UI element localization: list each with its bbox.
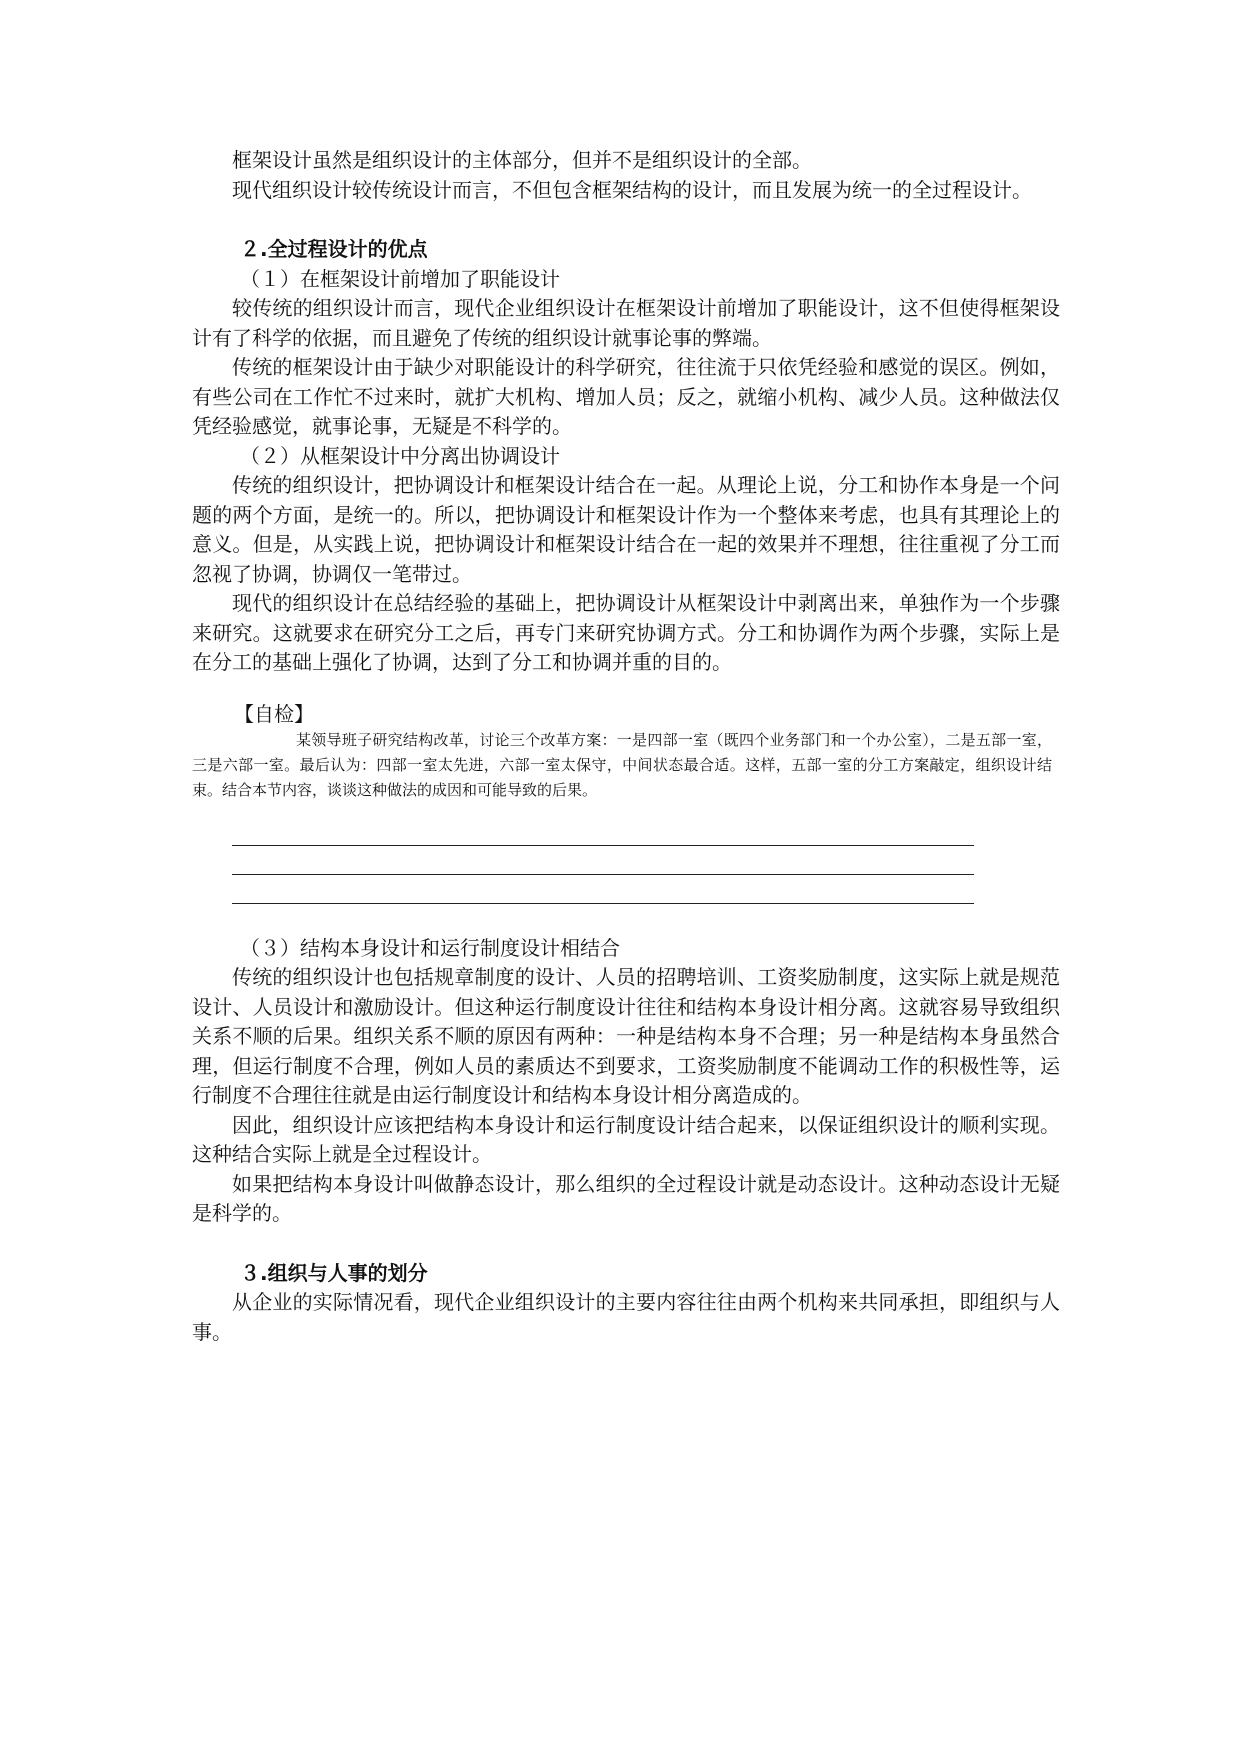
self-check-question: 某领导班子研究结构改革，讨论三个改革方案：一是四部一室（既四个业务部门和一个办公室），二是五部一室，三是六部一室。最后认为：四部一室太先进，六部一室太保守，中间状态最合适。这样，五部一室的分工方案敲定，组织设计结束。结合本节内容，谈谈这种做法的成因和可能导致的后果。 — [192, 730, 1052, 799]
spacer — [192, 205, 1060, 235]
subsection-1-paragraph-2: 传统的框架设计由于缺少对职能设计的科学研究，往往流于只依凭经验和感觉的误区。例如，有些公司在工作忙不过来时，就扩大机构、增加人员；反之，就缩小机构、减少人员。这种做法仅凭经验感觉，就事论事，无疑是不科学的。 — [192, 355, 1060, 438]
subsection-1-paragraph-1: 较传统的组织设计而言，现代企业组织设计在框架设计前增加了职能设计，这不但使得框架设计有了科学的依据，而且避免了传统的组织设计就事论事的弊端。 — [192, 296, 1060, 350]
answer-line[interactable] — [232, 846, 974, 875]
self-check-title: 【自检】 — [234, 701, 314, 726]
section-3-heading: ３.组织与人事的划分 — [240, 1260, 428, 1285]
spacer — [192, 1229, 1060, 1259]
subsection-1-title: （１）在框架设计前增加了职能设计 — [240, 266, 560, 291]
intro-paragraph-2: 现代组织设计较传统设计而言，不但包含框架结构的设计，而且发展为统一的全过程设计。 — [232, 177, 1032, 202]
subsection-2-paragraph-2: 现代的组织设计在总结经验的基础上，把协调设计从框架设计中剥离出来，单独作为一个步骤来研究。这就要求在研究分工之后，再专门来研究协调方式。分工和协调作为两个步骤，实际上是在分工的基础上强化了协调，达到了分工和协调并重的目的。 — [192, 591, 1060, 674]
subsection-3-paragraph-1: 传统的组织设计也包括规章制度的设计、人员的招聘培训、工资奖励制度，这实际上就是规范设计、人员设计和激励设计。但这种运行制度设计往往和结构本身设计相分离。这就容易导致组织关系不顺的后果。组织关系不顺的原因有两种：一种是结构本身不合理；另一种是结构本身虽然合理，但运行制度不合理，例如人员的素质达不到要求，工资奖励制度不能调动工作的积极性等，运行制度不合理往往就是由运行制度设计和结构本身设计相分离造成的。 — [192, 965, 1060, 1107]
section-3-paragraph-1: 从企业的实际情况看，现代企业组织设计的主要内容往往由两个机构来共同承担，即组织与人事。 — [192, 1290, 1060, 1344]
answer-lines — [232, 817, 974, 904]
subsection-3-paragraph-3: 如果把结构本身设计叫做静态设计，那么组织的全过程设计就是动态设计。这种动态设计无疑是科学的。 — [192, 1171, 1060, 1225]
intro-paragraph-1: 框架设计虽然是组织设计的主体部分，但并不是组织设计的全部。 — [232, 148, 812, 172]
answer-line[interactable] — [232, 875, 974, 904]
subsection-2-title: （２）从框架设计中分离出协调设计 — [240, 443, 560, 468]
answer-line[interactable] — [232, 817, 974, 846]
spacer — [192, 678, 1060, 700]
subsection-3-title: （３）结构本身设计和运行制度设计相结合 — [240, 935, 620, 960]
subsection-2-paragraph-1: 传统的组织设计，把协调设计和框架设计结合在一起。从理论上说，分工和协作本身是一个问题的两个方面，是统一的。所以，把协调设计和框架设计作为一个整体来考虑，也具有其理论上的意义。但是，从实践上说，把协调设计和框架设计结合在一起的效果并不理想，往往重视了分工而忽视了协调，协调仅一笔带过。 — [192, 473, 1060, 586]
document-page — [192, 146, 1060, 1347]
spacer — [192, 904, 1060, 934]
subsection-3-paragraph-2: 因此，组织设计应该把结构本身设计和运行制度设计结合起来，以保证组织设计的顺利实现。这种结合实际上就是全过程设计。 — [192, 1112, 1060, 1166]
section-2-heading: ２.全过程设计的优点 — [240, 237, 428, 261]
self-check-box — [192, 700, 1060, 904]
